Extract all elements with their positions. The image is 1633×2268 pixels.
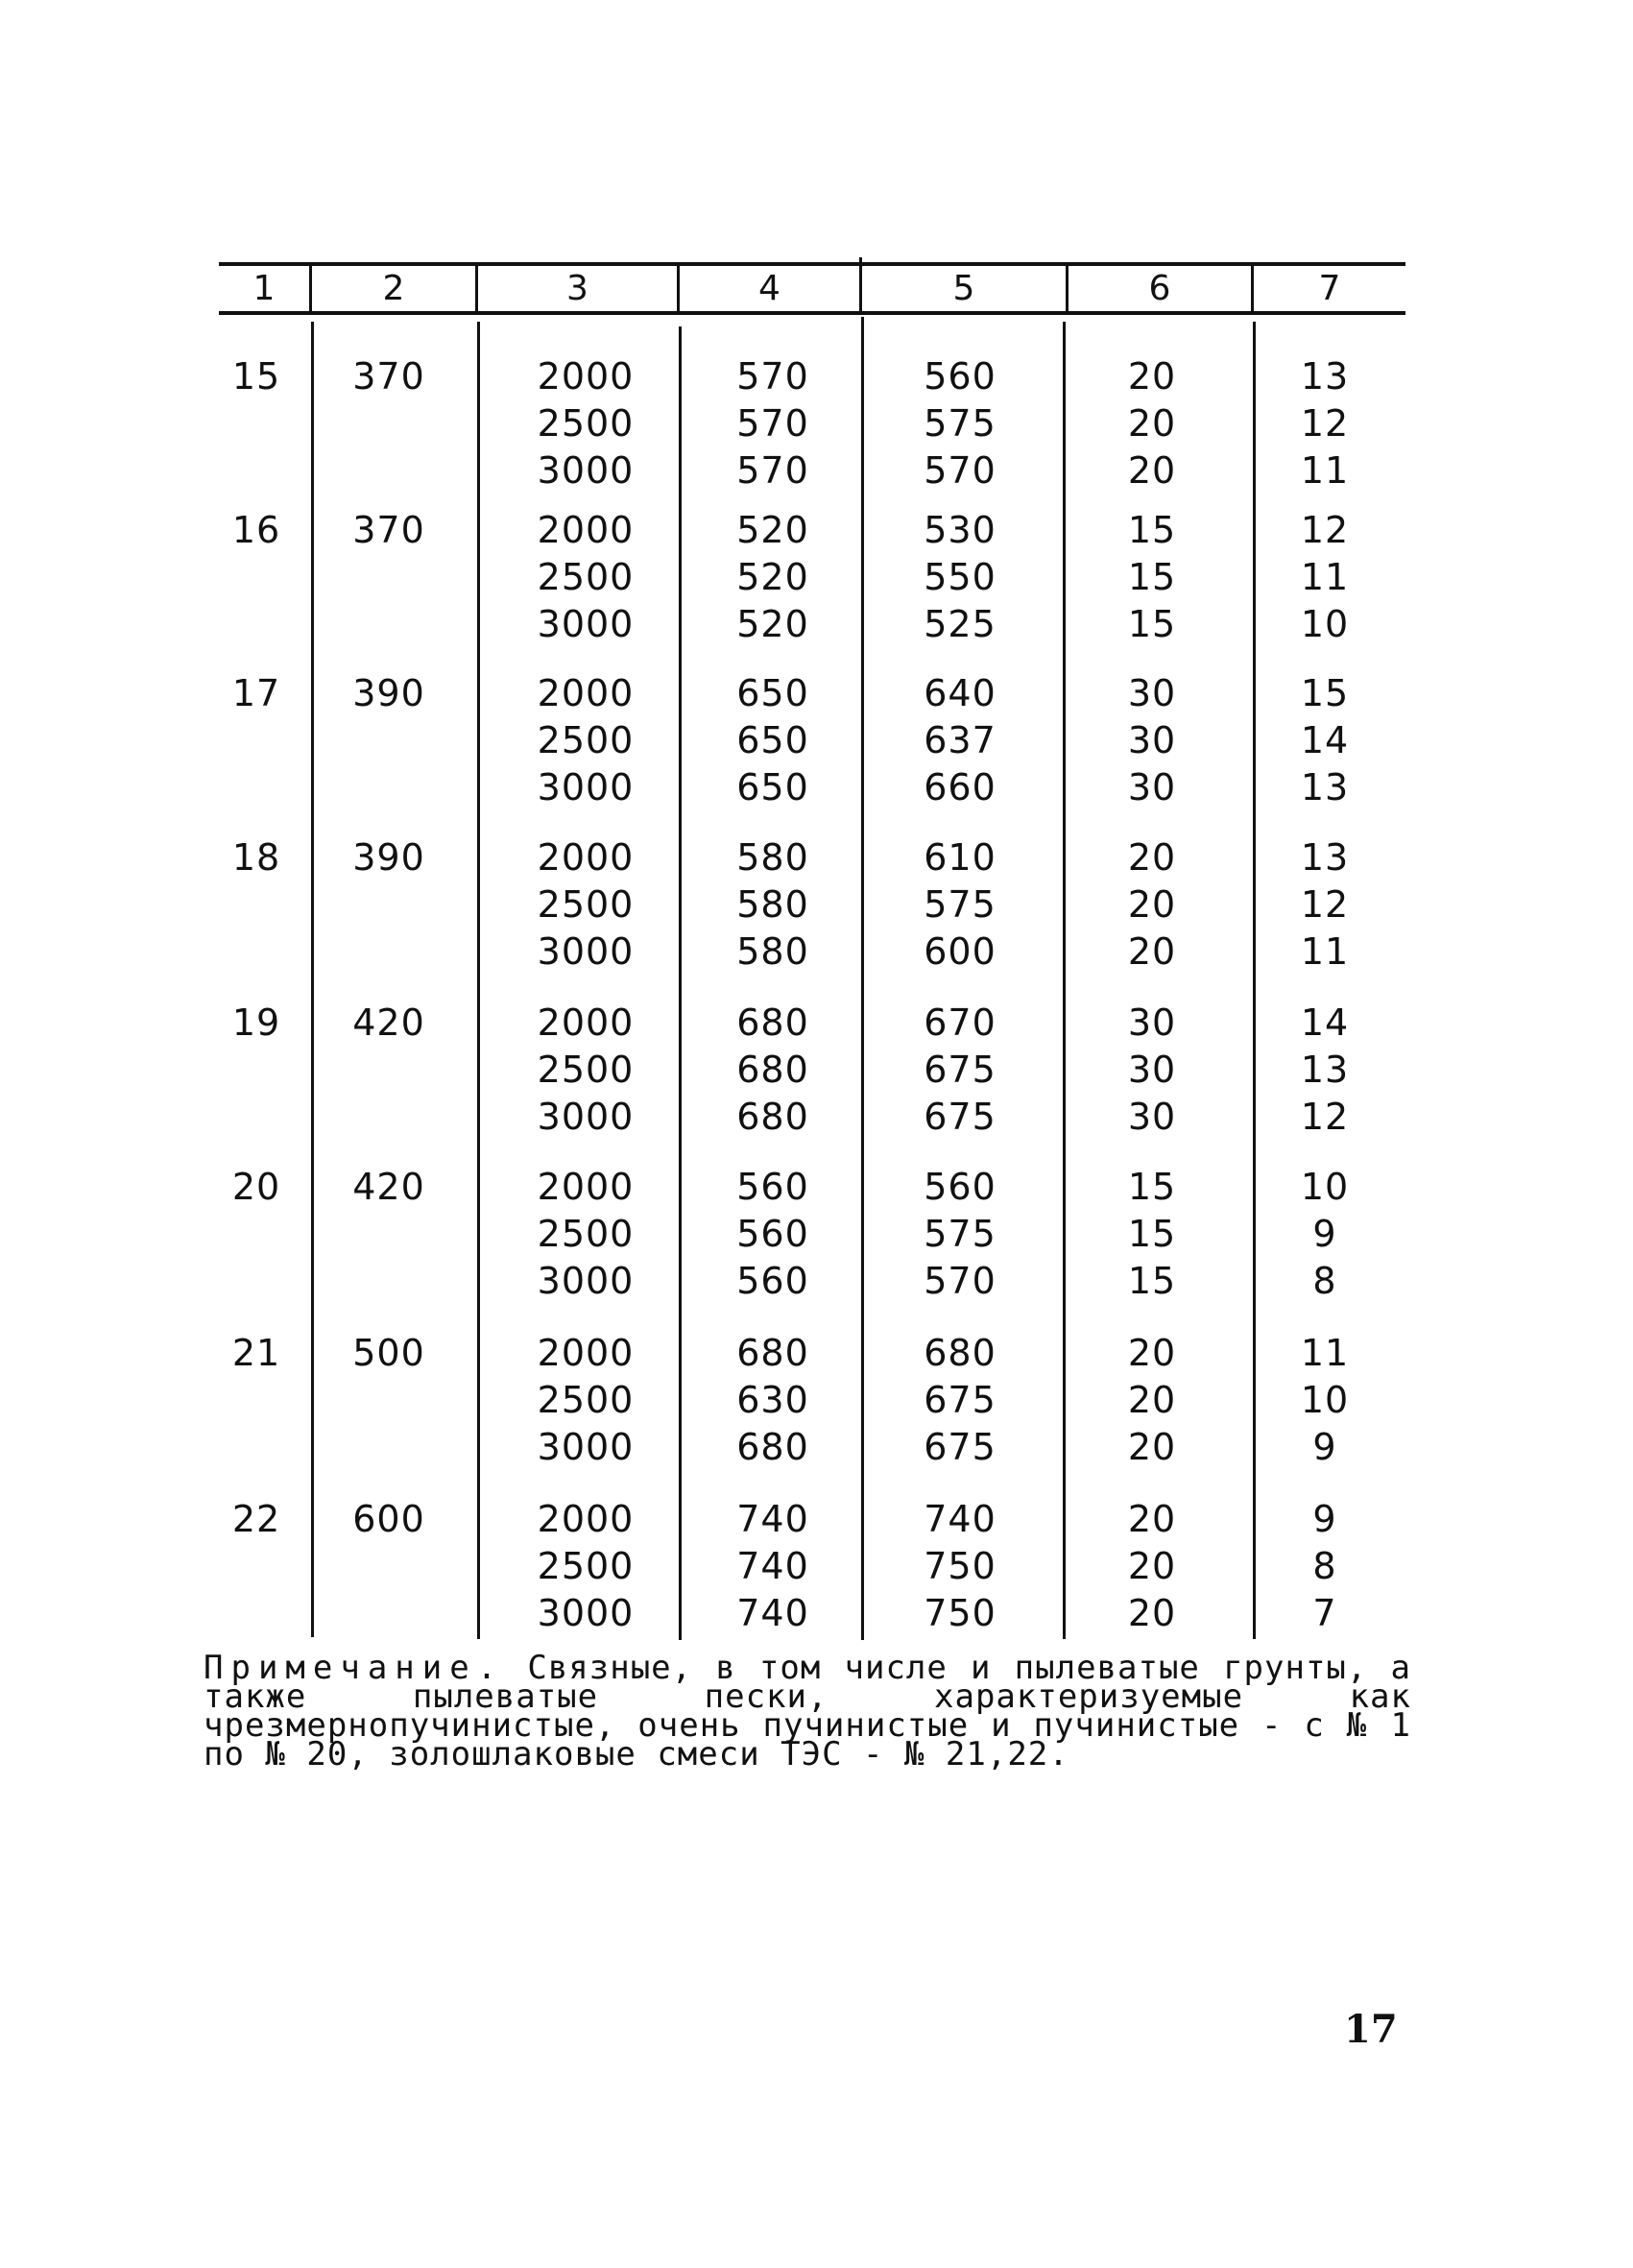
table-cell-col7: 9 bbox=[1312, 1426, 1337, 1468]
column-header: 5 bbox=[952, 269, 975, 308]
table-cell-col3: 2000 bbox=[537, 355, 635, 398]
table-cell-group-number: 22 bbox=[231, 1498, 281, 1540]
table-cell-col5: 575 bbox=[924, 402, 997, 445]
table-cell-col7: 12 bbox=[1300, 509, 1350, 551]
table-cell-col4: 570 bbox=[736, 449, 809, 492]
table-cell-col4: 580 bbox=[736, 836, 809, 879]
table-cell-col3: 2000 bbox=[537, 672, 635, 714]
table-cell-col6: 15 bbox=[1127, 603, 1177, 645]
table-cell-col5: 740 bbox=[924, 1498, 997, 1540]
table-cell-col4: 680 bbox=[736, 1049, 809, 1091]
table-cell-col7: 11 bbox=[1300, 1332, 1350, 1374]
column-divider bbox=[311, 322, 314, 1637]
table-cell-col6: 20 bbox=[1127, 1592, 1177, 1634]
column-header: 2 bbox=[382, 269, 405, 308]
table-cell-col5: 675 bbox=[924, 1379, 997, 1421]
table-cell-col4: 650 bbox=[736, 719, 809, 761]
table-cell-col7: 11 bbox=[1300, 556, 1350, 598]
table-cell-col6: 30 bbox=[1127, 1001, 1177, 1044]
table-cell-col7: 12 bbox=[1300, 1096, 1350, 1138]
table-cell-col3: 3000 bbox=[537, 1592, 635, 1634]
table-cell-col3: 2000 bbox=[537, 1001, 635, 1044]
table-cell-col5: 750 bbox=[924, 1592, 997, 1634]
table-cell-col7: 13 bbox=[1300, 766, 1350, 808]
table-cell-col7: 15 bbox=[1300, 672, 1350, 714]
table-cell-col7: 13 bbox=[1300, 836, 1350, 879]
table-cell-col4: 740 bbox=[736, 1498, 809, 1540]
table-cell-col5: 560 bbox=[924, 1166, 997, 1208]
column-divider bbox=[679, 326, 682, 1640]
table-cell-col6: 20 bbox=[1127, 1332, 1177, 1374]
table-cell-col6: 20 bbox=[1127, 1426, 1177, 1468]
table-cell-col5: 640 bbox=[924, 672, 997, 714]
table-cell-col4: 680 bbox=[736, 1332, 809, 1374]
table-cell-col5: 670 bbox=[924, 1001, 997, 1044]
table-cell-col6: 20 bbox=[1127, 1498, 1177, 1540]
table-cell-col4: 520 bbox=[736, 509, 809, 551]
table-cell-col4: 680 bbox=[736, 1001, 809, 1044]
table-cell-group-number: 15 bbox=[231, 355, 281, 398]
table-cell-col3: 3000 bbox=[537, 1426, 635, 1468]
table-cell-col6: 30 bbox=[1127, 1096, 1177, 1138]
table-cell-col7: 13 bbox=[1300, 1049, 1350, 1091]
table-cell-col4: 740 bbox=[736, 1545, 809, 1587]
table-cell-col3: 2500 bbox=[537, 1213, 635, 1255]
table-cell-col4: 680 bbox=[736, 1096, 809, 1138]
table-cell-col6: 20 bbox=[1127, 449, 1177, 492]
table-cell-col7: 12 bbox=[1300, 402, 1350, 445]
table-cell-col5: 637 bbox=[924, 719, 997, 761]
table-cell-col3: 3000 bbox=[537, 1096, 635, 1138]
table-header-rule bbox=[219, 311, 1405, 315]
table-cell-col6: 15 bbox=[1127, 1213, 1177, 1255]
table-cell-col4: 560 bbox=[736, 1260, 809, 1302]
table-cell-col6: 15 bbox=[1127, 556, 1177, 598]
table-cell-col5: 525 bbox=[924, 603, 997, 645]
table-cell-col4: 560 bbox=[736, 1166, 809, 1208]
table-cell-col5: 750 bbox=[924, 1545, 997, 1587]
table-cell-col3: 2500 bbox=[537, 1545, 635, 1587]
table-cell-col4: 520 bbox=[736, 556, 809, 598]
table-cell-col5: 675 bbox=[924, 1049, 997, 1091]
table-cell-col3: 2500 bbox=[537, 1379, 635, 1421]
table-cell-col3: 3000 bbox=[537, 930, 635, 973]
table-cell-col4: 580 bbox=[736, 930, 809, 973]
table-cell-col6: 20 bbox=[1127, 1379, 1177, 1421]
table-cell-col4: 650 bbox=[736, 672, 809, 714]
table-cell-col3: 3000 bbox=[537, 766, 635, 808]
table-cell-col6: 15 bbox=[1127, 1260, 1177, 1302]
table-cell-col5: 575 bbox=[924, 1213, 997, 1255]
table-cell-group-number: 17 bbox=[231, 672, 281, 714]
table-cell-col4: 520 bbox=[736, 603, 809, 645]
table-cell-col6: 20 bbox=[1127, 355, 1177, 398]
table-cell-col5: 570 bbox=[924, 449, 997, 492]
column-divider bbox=[477, 322, 480, 1639]
table-cell-col6: 20 bbox=[1127, 930, 1177, 973]
table-cell-col7: 10 bbox=[1300, 1166, 1350, 1208]
table-cell-col5: 550 bbox=[924, 556, 997, 598]
table-cell-group-number: 19 bbox=[231, 1001, 281, 1044]
note-text: Связные, в том числе и пылеватые грунты, а также пылеватые пески, характеризуемые как чрезмернопучинистые, очень пучинистые и пучинистые - с № 1 по № 20, золошлаковые смеси ТЭС - № 21,22. bbox=[204, 1649, 1411, 1773]
table-cell-col2: 420 bbox=[352, 1166, 425, 1208]
table-cell-col7: 9 bbox=[1312, 1213, 1337, 1255]
page-number: 17 bbox=[1344, 2007, 1398, 2052]
table-cell-col7: 7 bbox=[1312, 1592, 1337, 1634]
table-cell-col5: 675 bbox=[924, 1426, 997, 1468]
table-cell-col7: 9 bbox=[1312, 1498, 1337, 1540]
table-cell-col3: 3000 bbox=[537, 1260, 635, 1302]
table-cell-col6: 30 bbox=[1127, 766, 1177, 808]
table-note bbox=[204, 1649, 1411, 1773]
table-cell-col6: 30 bbox=[1127, 719, 1177, 761]
table-cell-col6: 20 bbox=[1127, 883, 1177, 926]
table-cell-col7: 14 bbox=[1300, 1001, 1350, 1044]
table-cell-col2: 600 bbox=[352, 1498, 425, 1540]
table-cell-col3: 3000 bbox=[537, 449, 635, 492]
table-cell-col6: 15 bbox=[1127, 1166, 1177, 1208]
table-cell-col6: 20 bbox=[1127, 402, 1177, 445]
table-cell-col5: 560 bbox=[924, 355, 997, 398]
table-cell-col2: 370 bbox=[352, 355, 425, 398]
column-header: 3 bbox=[566, 269, 588, 308]
note-label: Примечание. bbox=[204, 1649, 505, 1687]
table-cell-col7: 8 bbox=[1312, 1260, 1337, 1302]
table-cell-col3: 2500 bbox=[537, 556, 635, 598]
table-cell-col2: 420 bbox=[352, 1001, 425, 1044]
table-cell-col4: 740 bbox=[736, 1592, 809, 1634]
table-cell-col6: 30 bbox=[1127, 672, 1177, 714]
table-cell-col4: 680 bbox=[736, 1426, 809, 1468]
column-divider bbox=[1063, 322, 1066, 1639]
table-cell-col4: 580 bbox=[736, 883, 809, 926]
table-top-rule bbox=[219, 262, 1405, 266]
table-cell-col5: 575 bbox=[924, 883, 997, 926]
table-cell-col3: 2000 bbox=[537, 1166, 635, 1208]
table-cell-col3: 2500 bbox=[537, 883, 635, 926]
table-cell-col6: 20 bbox=[1127, 1545, 1177, 1587]
table-cell-col7: 12 bbox=[1300, 883, 1350, 926]
column-header: 6 bbox=[1148, 269, 1171, 308]
table-cell-col3: 3000 bbox=[537, 603, 635, 645]
table-cell-col7: 10 bbox=[1300, 1379, 1350, 1421]
column-header: 4 bbox=[758, 269, 780, 308]
table-cell-col3: 2000 bbox=[537, 509, 635, 551]
table-cell-col4: 630 bbox=[736, 1379, 809, 1421]
table-cell-col7: 11 bbox=[1300, 930, 1350, 973]
table-cell-col5: 570 bbox=[924, 1260, 997, 1302]
table-cell-col7: 14 bbox=[1300, 719, 1350, 761]
table-cell-col3: 2500 bbox=[537, 402, 635, 445]
table-cell-col7: 13 bbox=[1300, 355, 1350, 398]
table-cell-col7: 10 bbox=[1300, 603, 1350, 645]
table-cell-col5: 600 bbox=[924, 930, 997, 973]
table-cell-col2: 390 bbox=[352, 672, 425, 714]
table-cell-col5: 610 bbox=[924, 836, 997, 879]
table-cell-col2: 370 bbox=[352, 509, 425, 551]
table-cell-col4: 560 bbox=[736, 1213, 809, 1255]
table-cell-group-number: 18 bbox=[231, 836, 281, 879]
table-cell-col7: 11 bbox=[1300, 449, 1350, 492]
table-cell-col3: 2000 bbox=[537, 1498, 635, 1540]
table-cell-col6: 30 bbox=[1127, 1049, 1177, 1091]
table-cell-col5: 530 bbox=[924, 509, 997, 551]
column-header: 1 bbox=[252, 269, 276, 308]
table-cell-group-number: 21 bbox=[231, 1332, 281, 1374]
table-cell-col5: 680 bbox=[924, 1332, 997, 1374]
table-cell-col3: 2500 bbox=[537, 1049, 635, 1091]
table-cell-col2: 390 bbox=[352, 836, 425, 879]
table-cell-group-number: 20 bbox=[231, 1166, 281, 1208]
table-cell-col4: 650 bbox=[736, 766, 809, 808]
table-cell-col3: 2000 bbox=[537, 836, 635, 879]
table-cell-col7: 8 bbox=[1312, 1545, 1337, 1587]
table-cell-group-number: 16 bbox=[231, 509, 281, 551]
table-cell-col2: 500 bbox=[352, 1332, 425, 1374]
table-cell-col4: 570 bbox=[736, 355, 809, 398]
table-cell-col5: 660 bbox=[924, 766, 997, 808]
table-cell-col3: 2000 bbox=[537, 1332, 635, 1374]
column-header: 7 bbox=[1318, 269, 1341, 308]
table-cell-col4: 570 bbox=[736, 402, 809, 445]
table-cell-col6: 15 bbox=[1127, 509, 1177, 551]
table-cell-col3: 2500 bbox=[537, 719, 635, 761]
table-cell-col6: 20 bbox=[1127, 836, 1177, 879]
table-cell-col5: 675 bbox=[924, 1096, 997, 1138]
